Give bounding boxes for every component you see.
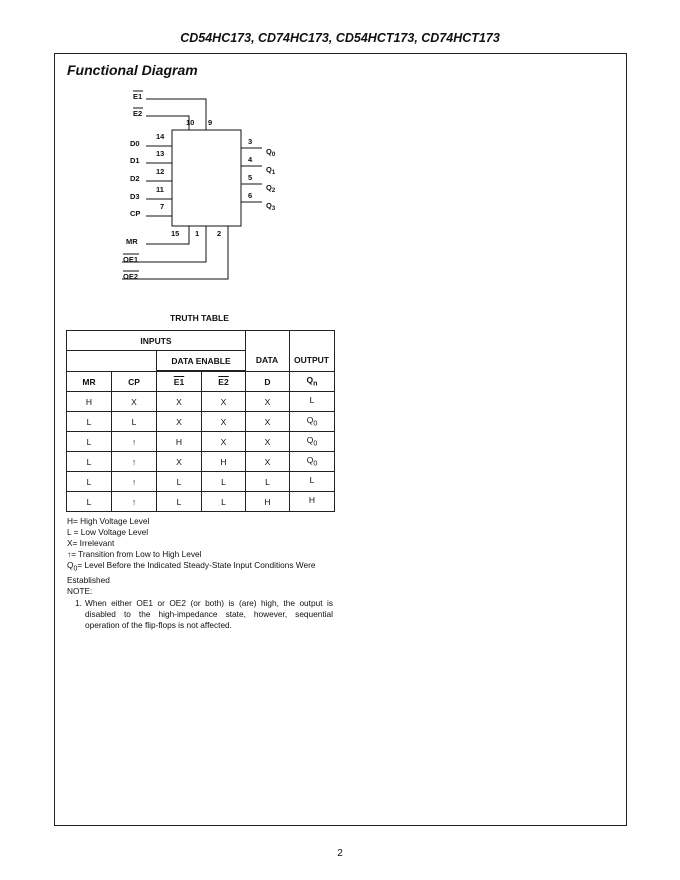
legend-up: ↑= Transition from Low to High Level <box>67 549 202 559</box>
cell-mr: L <box>67 432 112 452</box>
cell-d: X <box>246 452 290 472</box>
truth-table-title: TRUTH TABLE <box>170 313 229 323</box>
cell-mr: L <box>67 412 112 432</box>
cell-cp: L <box>112 412 157 432</box>
label-e2: E2 <box>133 109 143 118</box>
pin-d1: 13 <box>156 149 165 158</box>
label-d0: D0 <box>130 139 140 148</box>
cell-d: H <box>246 492 290 512</box>
cell-e2: H <box>202 452 246 472</box>
header-data: DATA <box>255 355 279 365</box>
table-row <box>67 392 335 412</box>
label-q2: $Q_2$ <box>266 183 276 194</box>
cell-q: $Q_0$ <box>290 452 335 472</box>
table-row <box>67 412 335 432</box>
label-q1: $Q_1$ <box>266 165 276 176</box>
table-row <box>67 432 335 452</box>
legend-h: H= High Voltage Level <box>67 516 150 526</box>
cell-mr: L <box>67 472 112 492</box>
functional-diagram <box>0 0 680 300</box>
table-row <box>67 492 335 512</box>
pin-e2: 9 <box>208 118 213 127</box>
header-output: OUTPUT <box>294 355 329 365</box>
cell-q: H <box>290 492 335 512</box>
e2-line <box>146 116 189 130</box>
note-label: NOTE: <box>67 585 93 596</box>
label-d1: D1 <box>130 156 140 165</box>
header-data-enable: DATA ENABLE <box>157 351 246 371</box>
col-e1: E1 <box>157 372 202 392</box>
cell-q: L <box>290 392 335 412</box>
header-inputs: INPUTS <box>67 331 246 351</box>
cell-cp: X <box>112 392 157 412</box>
cell-cp: ↑ <box>112 472 157 492</box>
page-number: 2 <box>337 848 343 859</box>
label-q3: $Q_3$ <box>266 201 276 212</box>
cell-e1: L <box>157 492 202 512</box>
pin-q3: 6 <box>248 191 253 200</box>
pin-q2: 5 <box>248 173 253 182</box>
pin-e1: 10 <box>186 118 195 127</box>
pin-oe1: 1 <box>195 229 200 238</box>
label-q0: $Q_0$ <box>266 147 276 158</box>
col-d: D <box>246 372 290 392</box>
col-cp: CP <box>112 372 157 392</box>
cell-e2: X <box>202 412 246 432</box>
label-oe1: OE1 <box>123 255 139 264</box>
pin-d3: 11 <box>156 185 164 194</box>
pin-cp: 7 <box>160 202 165 211</box>
legend-l: L = Low Voltage Level <box>67 527 149 537</box>
label-mr: MR <box>126 237 138 246</box>
note-1 <box>75 598 333 631</box>
note-text: When either OE1 or OE2 (or both) is (are) high, the output is disabled to the high-impedance state, however, sequential operation of the flip-flops is not affected. <box>85 598 333 630</box>
cell-q: L <box>290 472 335 492</box>
pin-q0: 3 <box>248 137 253 146</box>
pin-oe2: 2 <box>217 229 222 238</box>
cell-d: X <box>246 432 290 452</box>
cell-e2: L <box>202 472 246 492</box>
cell-e1: X <box>157 392 202 412</box>
cell-e2: X <box>202 392 246 412</box>
note-number: 1. <box>75 598 82 608</box>
page-header: CD54HC173, CD74HC173, CD54HCT173, CD74HCT173 <box>180 31 500 45</box>
cell-e1: L <box>157 472 202 492</box>
label-d3: D3 <box>130 192 140 201</box>
pin-d2: 12 <box>156 167 165 176</box>
cell-mr: L <box>67 452 112 472</box>
register-block <box>172 130 241 226</box>
cell-e1: X <box>157 452 202 472</box>
pin-mr: 15 <box>171 229 180 238</box>
cell-q: $Q_0$ <box>290 432 335 452</box>
cell-e1: X <box>157 412 202 432</box>
table-row <box>67 452 335 472</box>
cell-cp: ↑ <box>112 492 157 512</box>
pin-q1: 4 <box>248 155 253 164</box>
legend-x: X= Irrelevant <box>67 538 115 548</box>
cell-e2: X <box>202 432 246 452</box>
cell-d: L <box>246 472 290 492</box>
cell-e1: H <box>157 432 202 452</box>
label-cp: CP <box>130 209 141 218</box>
label-d2: D2 <box>130 174 140 183</box>
cell-d: X <box>246 392 290 412</box>
mr-line <box>146 226 189 244</box>
cell-cp: ↑ <box>112 452 157 472</box>
col-mr: MR <box>67 372 112 392</box>
e1-line <box>146 99 206 130</box>
label-e1: E1 <box>133 92 143 101</box>
cell-q: $Q_0$ <box>290 412 335 432</box>
legend-q0: $Q_0=$ Level Before the Indicated Steady-State Input Conditions Were Established <box>67 560 316 585</box>
label-oe2: OE2 <box>123 272 139 281</box>
cell-mr: H <box>67 392 112 412</box>
cell-cp: ↑ <box>112 432 157 452</box>
pin-d0: 14 <box>156 132 165 141</box>
col-q: $Q_n$ <box>290 372 335 392</box>
legend <box>67 516 337 597</box>
table-row <box>67 472 335 492</box>
section-title: Functional Diagram <box>67 62 198 78</box>
cell-e2: L <box>202 492 246 512</box>
cell-mr: L <box>67 492 112 512</box>
col-e2: E2 <box>202 372 246 392</box>
cell-d: X <box>246 412 290 432</box>
